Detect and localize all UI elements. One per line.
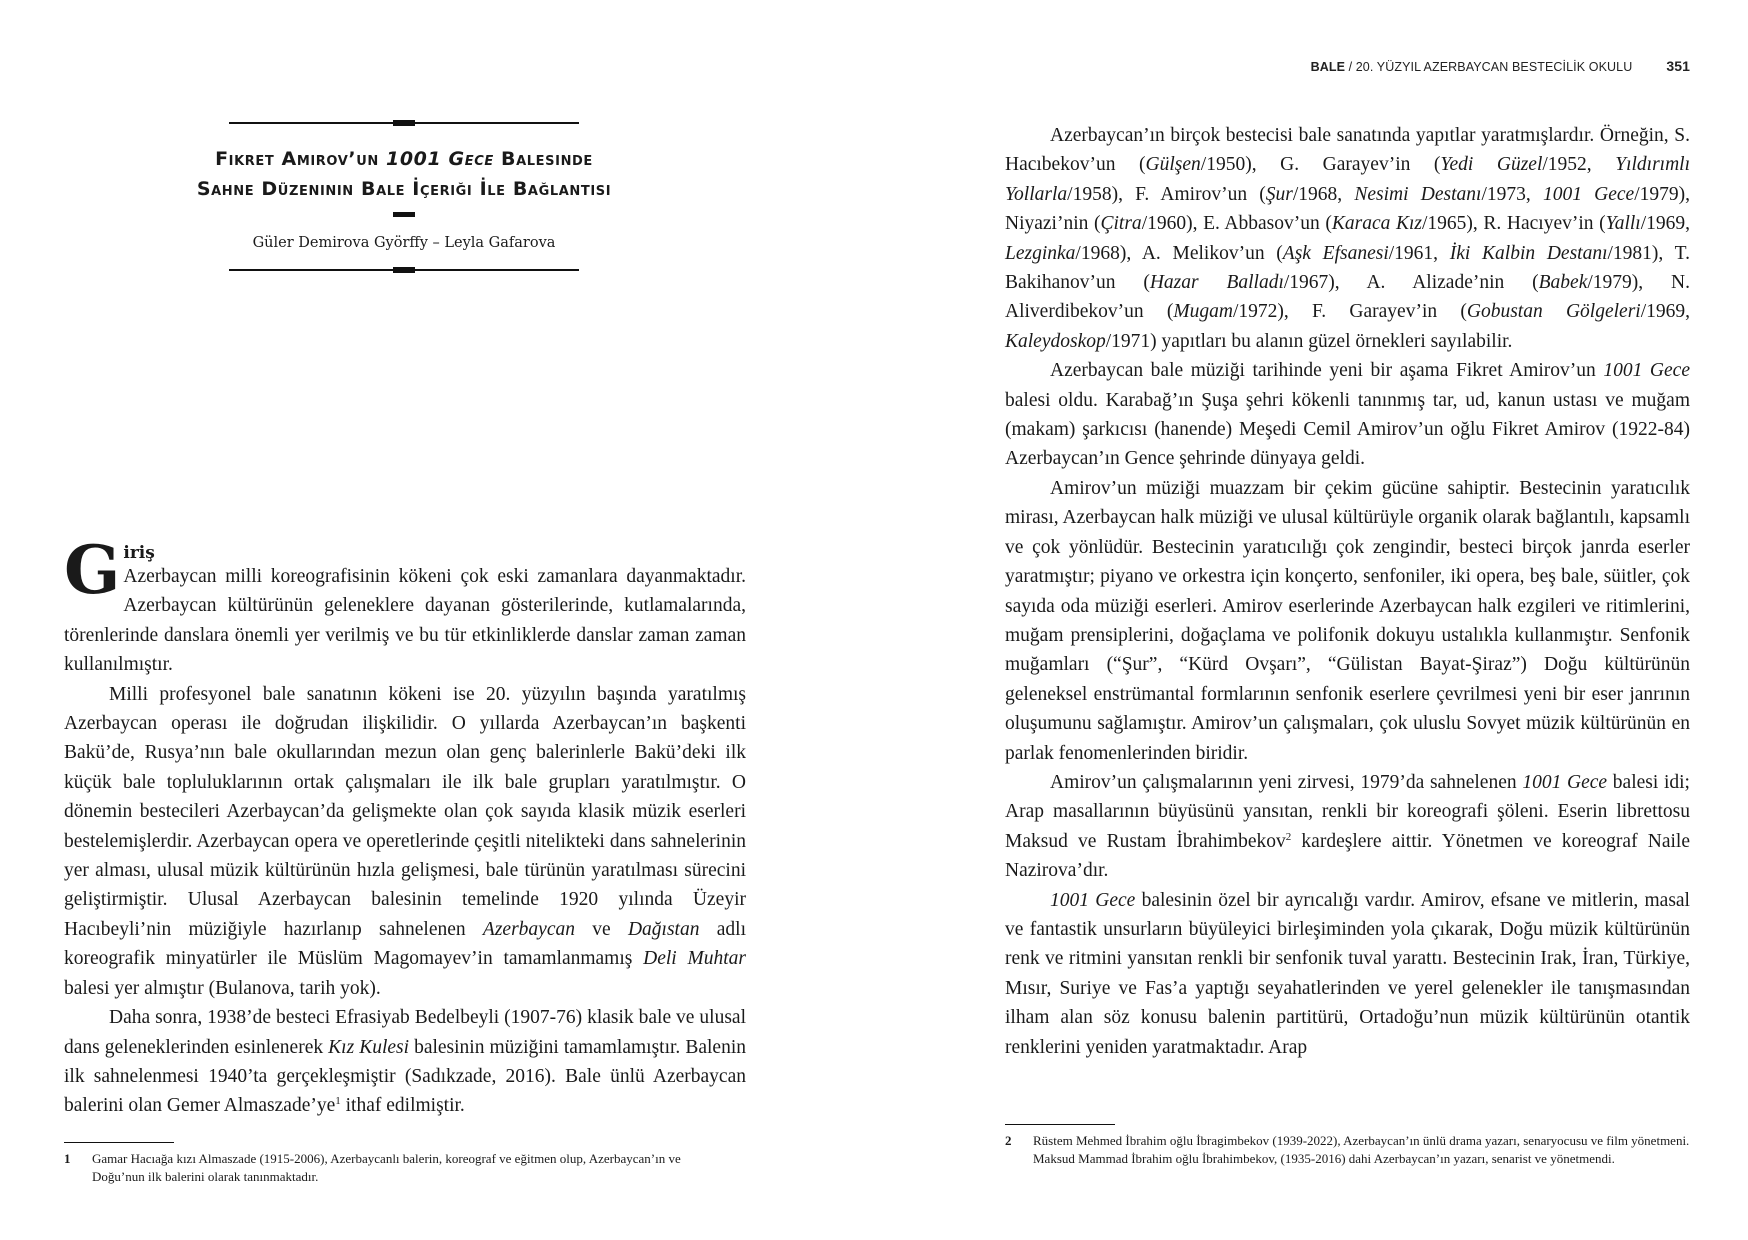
text-run: /1967), A. Alizade’nin ( xyxy=(1283,272,1539,294)
italic-title: Şur xyxy=(1265,183,1293,205)
italic-title: 1001 Gece xyxy=(1522,771,1608,793)
text-run: Azerbaycan’ın birçok bestecisi bale sanatında yapıtlar yaratmışlardır. Örneğin, S. Hacıbekov’un ( xyxy=(1005,125,1690,176)
text-run: ve xyxy=(574,918,628,940)
paragraph-1001-gece xyxy=(1005,886,1690,1062)
italic-title: Lezginka xyxy=(1005,242,1076,264)
text-run: /1969, xyxy=(1640,213,1690,235)
footnote-number: 1 xyxy=(64,1151,71,1166)
title-bottom-rule xyxy=(229,269,579,271)
title-ballet-name: 1001 Gece xyxy=(386,148,494,170)
text-run: balesinin müziğini tamamlamıştır. Balenin ilk sahnelenmesi 1940’ta gerçekleşmiştir (Sadıkzade, 2016). Bale ünlü Azerbaycan balerini olan Gemer Almaszade’ye xyxy=(64,1036,746,1117)
article-authors: Güler Demirova Györffy – Leyla Gafarova xyxy=(252,235,556,251)
footnote-number: 2 xyxy=(1005,1133,1012,1148)
italic-title: Dağıstan xyxy=(627,918,700,940)
right-body-column xyxy=(1005,121,1690,1062)
italic-title: Gobustan Gölgeleri xyxy=(1466,301,1641,323)
italic-title: Nesimi Destanı xyxy=(1354,183,1482,205)
left-body-column xyxy=(64,531,747,1121)
rule-ornament xyxy=(393,120,415,126)
page-number: 351 xyxy=(1666,58,1690,74)
italic-title: Gülşen xyxy=(1145,154,1201,176)
text-run: /1965), R. Hacıyev’in ( xyxy=(1422,213,1606,235)
text-run: /1960), E. Abbasov’un ( xyxy=(1141,213,1332,235)
header-chapter: 20. YÜZYIL AZERBAYCAN BESTECİLİK OKULU xyxy=(1355,60,1633,74)
italic-title: Karaca Kız xyxy=(1331,213,1422,235)
text-run: Daha sonra, 1938’de besteci Efrasiyab Bedelbeyli (1907-76) klasik bale ve ulusal dans geleneklerinden esinlenerek xyxy=(64,1007,746,1058)
italic-title: İki Kalbin Destanı xyxy=(1449,242,1608,264)
text-run: /1973, xyxy=(1481,183,1543,205)
italic-title: 1001 Gece xyxy=(1542,183,1635,205)
header-separator: / xyxy=(1345,60,1356,74)
footnote-ref-2[interactable]: 2 xyxy=(1285,830,1292,843)
paragraph-composers xyxy=(1005,121,1690,356)
paragraph-amirov-peak xyxy=(1005,768,1690,886)
text-run: balesinin özel bir ayrıcalığı vardır. Amirov, efsane ve mitlerin, masal ve fantastik unsurların büyüleyici birleşiminden yola çıkarak, Doğu müzik kültürünün renk ve ritmini yansıtan renkli bir senfonik tuval yarattı. Bestecinin Irak, İran, Türkiye, Mısır, Suriye ve Fas’a yaptığı seyahatlerinden ve yerel gelenekler ile tanışmasından ilham alan söz konusu balenin partitürü, Ortadoğu’nun müzik kültürünün otantik renklerini yeniden yaratmaktadır. Arap xyxy=(1005,889,1690,1058)
italic-title: Aşk Efsanesi xyxy=(1282,242,1389,264)
paragraph-2 xyxy=(64,680,746,1003)
right-page xyxy=(874,0,1748,1240)
text-run: /1972), F. Garayev’in ( xyxy=(1232,301,1467,323)
footnote-ref-1[interactable]: 1 xyxy=(335,1095,341,1108)
title-top-rule xyxy=(229,122,579,124)
text-run: /1950), G. Garayev’in ( xyxy=(1200,154,1441,176)
paragraph-3 xyxy=(64,1003,746,1121)
italic-title: Yallı xyxy=(1605,213,1641,235)
text-run: adlı koreografik minyatürler ile Müslüm Magomayev’in tamamlanmamış xyxy=(64,918,747,970)
text-run: /1952, xyxy=(1542,154,1616,176)
italic-title: Hazar Balladı xyxy=(1149,272,1284,294)
italic-title: Babek xyxy=(1538,272,1588,294)
text-run: ithaf edilmiştir. xyxy=(340,1095,465,1117)
italic-title: 1001 Gece xyxy=(1050,889,1136,911)
title-line1-text: Fikret Amirov’un xyxy=(215,148,387,170)
text-run: Milli profesyonel bale sanatının kökeni ise 20. yüzyılın başında yaratılmış Azerbaycan operası ile doğrudan ilişkilidir. O yıllarda Azerbaycan’ın başkenti Bakü’de, Rusya’nın bale okullarından mezun olan genç balerinlerle Bakü’deki ilk küçük bale topluluklarının ortak çalışmaları ile ilk bale grupları yaratılmıştır. O dönemin bestecileri Azerbaycan’da gelişmekte olan çok sayıda klasik müzik eserleri bestelemişlerdir. Azerbaycan opera ve operetlerinde çeşitli nitelikteki dans sahnelerinin yer alması, ulusal müzik kültürünün hızla gelişmesi, bale türünün yaratılması sürecini geliştirmiştir. Ulusal Azerbaycan balesinin temelinde 1920 yılında Üzeyir Hacıbeyli’nin müziğiyle hazırlanıp sahnelenen xyxy=(64,683,746,940)
section-heading-giris: iriş xyxy=(123,543,155,563)
footnote-text: Rüstem Mehmed İbrahim oğlu İbragimbekov (1939-2022), Azerbaycan’ın ünlü drama yazarı, senaryocusu ve film yönetmeni. Maksud Mammad İbrahim oğlu İbrahimbekov, (1935-2016) dahi Azerbaycan’ın yazarı, senarist ve yönetmendi. xyxy=(1033,1133,1690,1166)
text-run: /1979), Niyazi’nin ( xyxy=(1005,183,1690,235)
italic-title: Deli Muhtar xyxy=(643,948,746,970)
paragraph-intro: Azerbaycan milli koreografisinin kökeni çok eski zamanlara dayanmaktadır. Azerbaycan kültürünün geleneklere dayanan gösterilerinde, kutlamalarında, törenlerinde danslara önemli yer verilmiş ve bu tür etkinliklerde danslar zaman zaman kullanılmıştır. xyxy=(64,566,746,676)
title-line1-end: Balesinde xyxy=(493,148,593,170)
text-run: /1981), T. Bakihanov’un ( xyxy=(1005,242,1691,294)
text-run: /1969, xyxy=(1640,301,1690,323)
text-run: /1968), A. Melikov’un ( xyxy=(1075,242,1283,264)
text-run: /1971) yapıtları bu alanın güzel örnekleri sayılabilir. xyxy=(1105,330,1513,352)
italic-title: Kız Kulesi xyxy=(328,1036,410,1058)
footnote-text: Gamar Hacıağa kızı Almaszade (1915-2006), Azerbaycanlı balerin, koreograf ve eğitmen olup, Azerbaycan’ın ve Doğu’nun ilk balerini olarak tanınmaktadır. xyxy=(92,1151,681,1184)
text-run: balesi idi; Arap masallarının büyüsünü yansıtan, renkli bir koreografi şöleni. Eserin librettosu Maksud ve Rustam İbrahimbekov xyxy=(1005,771,1690,852)
text-run: /1961, xyxy=(1388,242,1450,264)
italic-title: 1001 Gece xyxy=(1603,360,1690,382)
text-run: Amirov’un çalışmalarının yeni zirvesi, 1979’da sahnelenen xyxy=(1050,771,1523,793)
paragraph-amirov-intro xyxy=(1005,356,1690,474)
text-run: Azerbaycan bale müziği tarihinde yeni bir aşama Fikret Amirov’un xyxy=(1050,360,1604,382)
text-run: kardeşlere aittir. Yönetmen ve koreograf Naile Nazirova’dır. xyxy=(1005,830,1690,882)
italic-title: Yedi Güzel xyxy=(1440,154,1543,176)
text-run: balesi yer almıştır (Bulanova, tarih yok). xyxy=(64,977,381,999)
paragraph-amirov-music: Amirov’un müziği muazzam bir çekim gücüne sahiptir. Bestecinin yaratıcılık mirası, Azerbaycan halk müziği ve ulusal kültürüyle organik olarak bağlantılı, kapsamlı ve çok yönlüdür. Bestecinin yaratıcılığı çok zengindir, besteci birçok janrda eserler yaratmıştır; piyano ve orkestra için konçerto, senfoniler, iki opera, beş bale, süitler, çok sayıda oda müziği eserleri. Amirov eserlerinde Azerbaycan halk ezgileri ve ritimlerini, muğam prensiplerini, doğaçlama ve polifonik dokuyu ustalıkla kullanmıştır. Senfonik muğamları (“Şur”, “Kürd Ovşarı”, “Gülistan Bayat-Şiraz”) Doğu kültürünün geleneksel enstrümantal formlarının senfonik eserlere çevrilmesi yeni bir eser janrının oluşumunu sağlamıştır. Amirov’un çalışmaları, çok uluslu Sovyet müzik kültürünün en parlak fenomenlerinden biridir. xyxy=(1005,477,1690,764)
dropcap-letter: G xyxy=(64,531,121,609)
title-dash-ornament xyxy=(393,212,415,217)
footnote-separator xyxy=(1005,1124,1115,1125)
italic-title: Mugam xyxy=(1173,301,1233,323)
text-run: balesi oldu. Karabağ’ın Şuşa şehri kökenli tanınmış tar, ud, kanun ustası ve muğam (makam) şarkıcısı (hanende) Meşedi Cemil Amirov’un oğlu Fikret Amirov (1922-84) Azerbaycan’ın Gence şehrinde dünyaya geldi. xyxy=(1005,389,1690,470)
title-line2-text: Sahne Düzeninin Bale İçeriği İle Bağlantısı xyxy=(196,178,612,200)
italic-title: Kaleydoskop xyxy=(1005,330,1106,352)
text-run: /1979), N. Aliverdibekov’un ( xyxy=(1005,272,1690,323)
running-header xyxy=(874,58,1690,74)
footnote-1 xyxy=(64,1150,704,1185)
footnote-separator xyxy=(64,1142,174,1143)
italic-title: Azerbaycan xyxy=(482,918,575,940)
header-section: BALE xyxy=(1310,60,1346,74)
text-run: /1958), F. Amirov’un ( xyxy=(1067,183,1266,205)
article-title xyxy=(169,144,639,204)
italic-title: Yıldırımlı Yollarla xyxy=(1005,154,1690,205)
text-run: /1968, xyxy=(1292,183,1355,205)
rule-ornament xyxy=(393,267,415,273)
footnote-2 xyxy=(1005,1132,1690,1167)
article-title-block xyxy=(196,122,612,271)
italic-title: Çitra xyxy=(1100,213,1142,235)
